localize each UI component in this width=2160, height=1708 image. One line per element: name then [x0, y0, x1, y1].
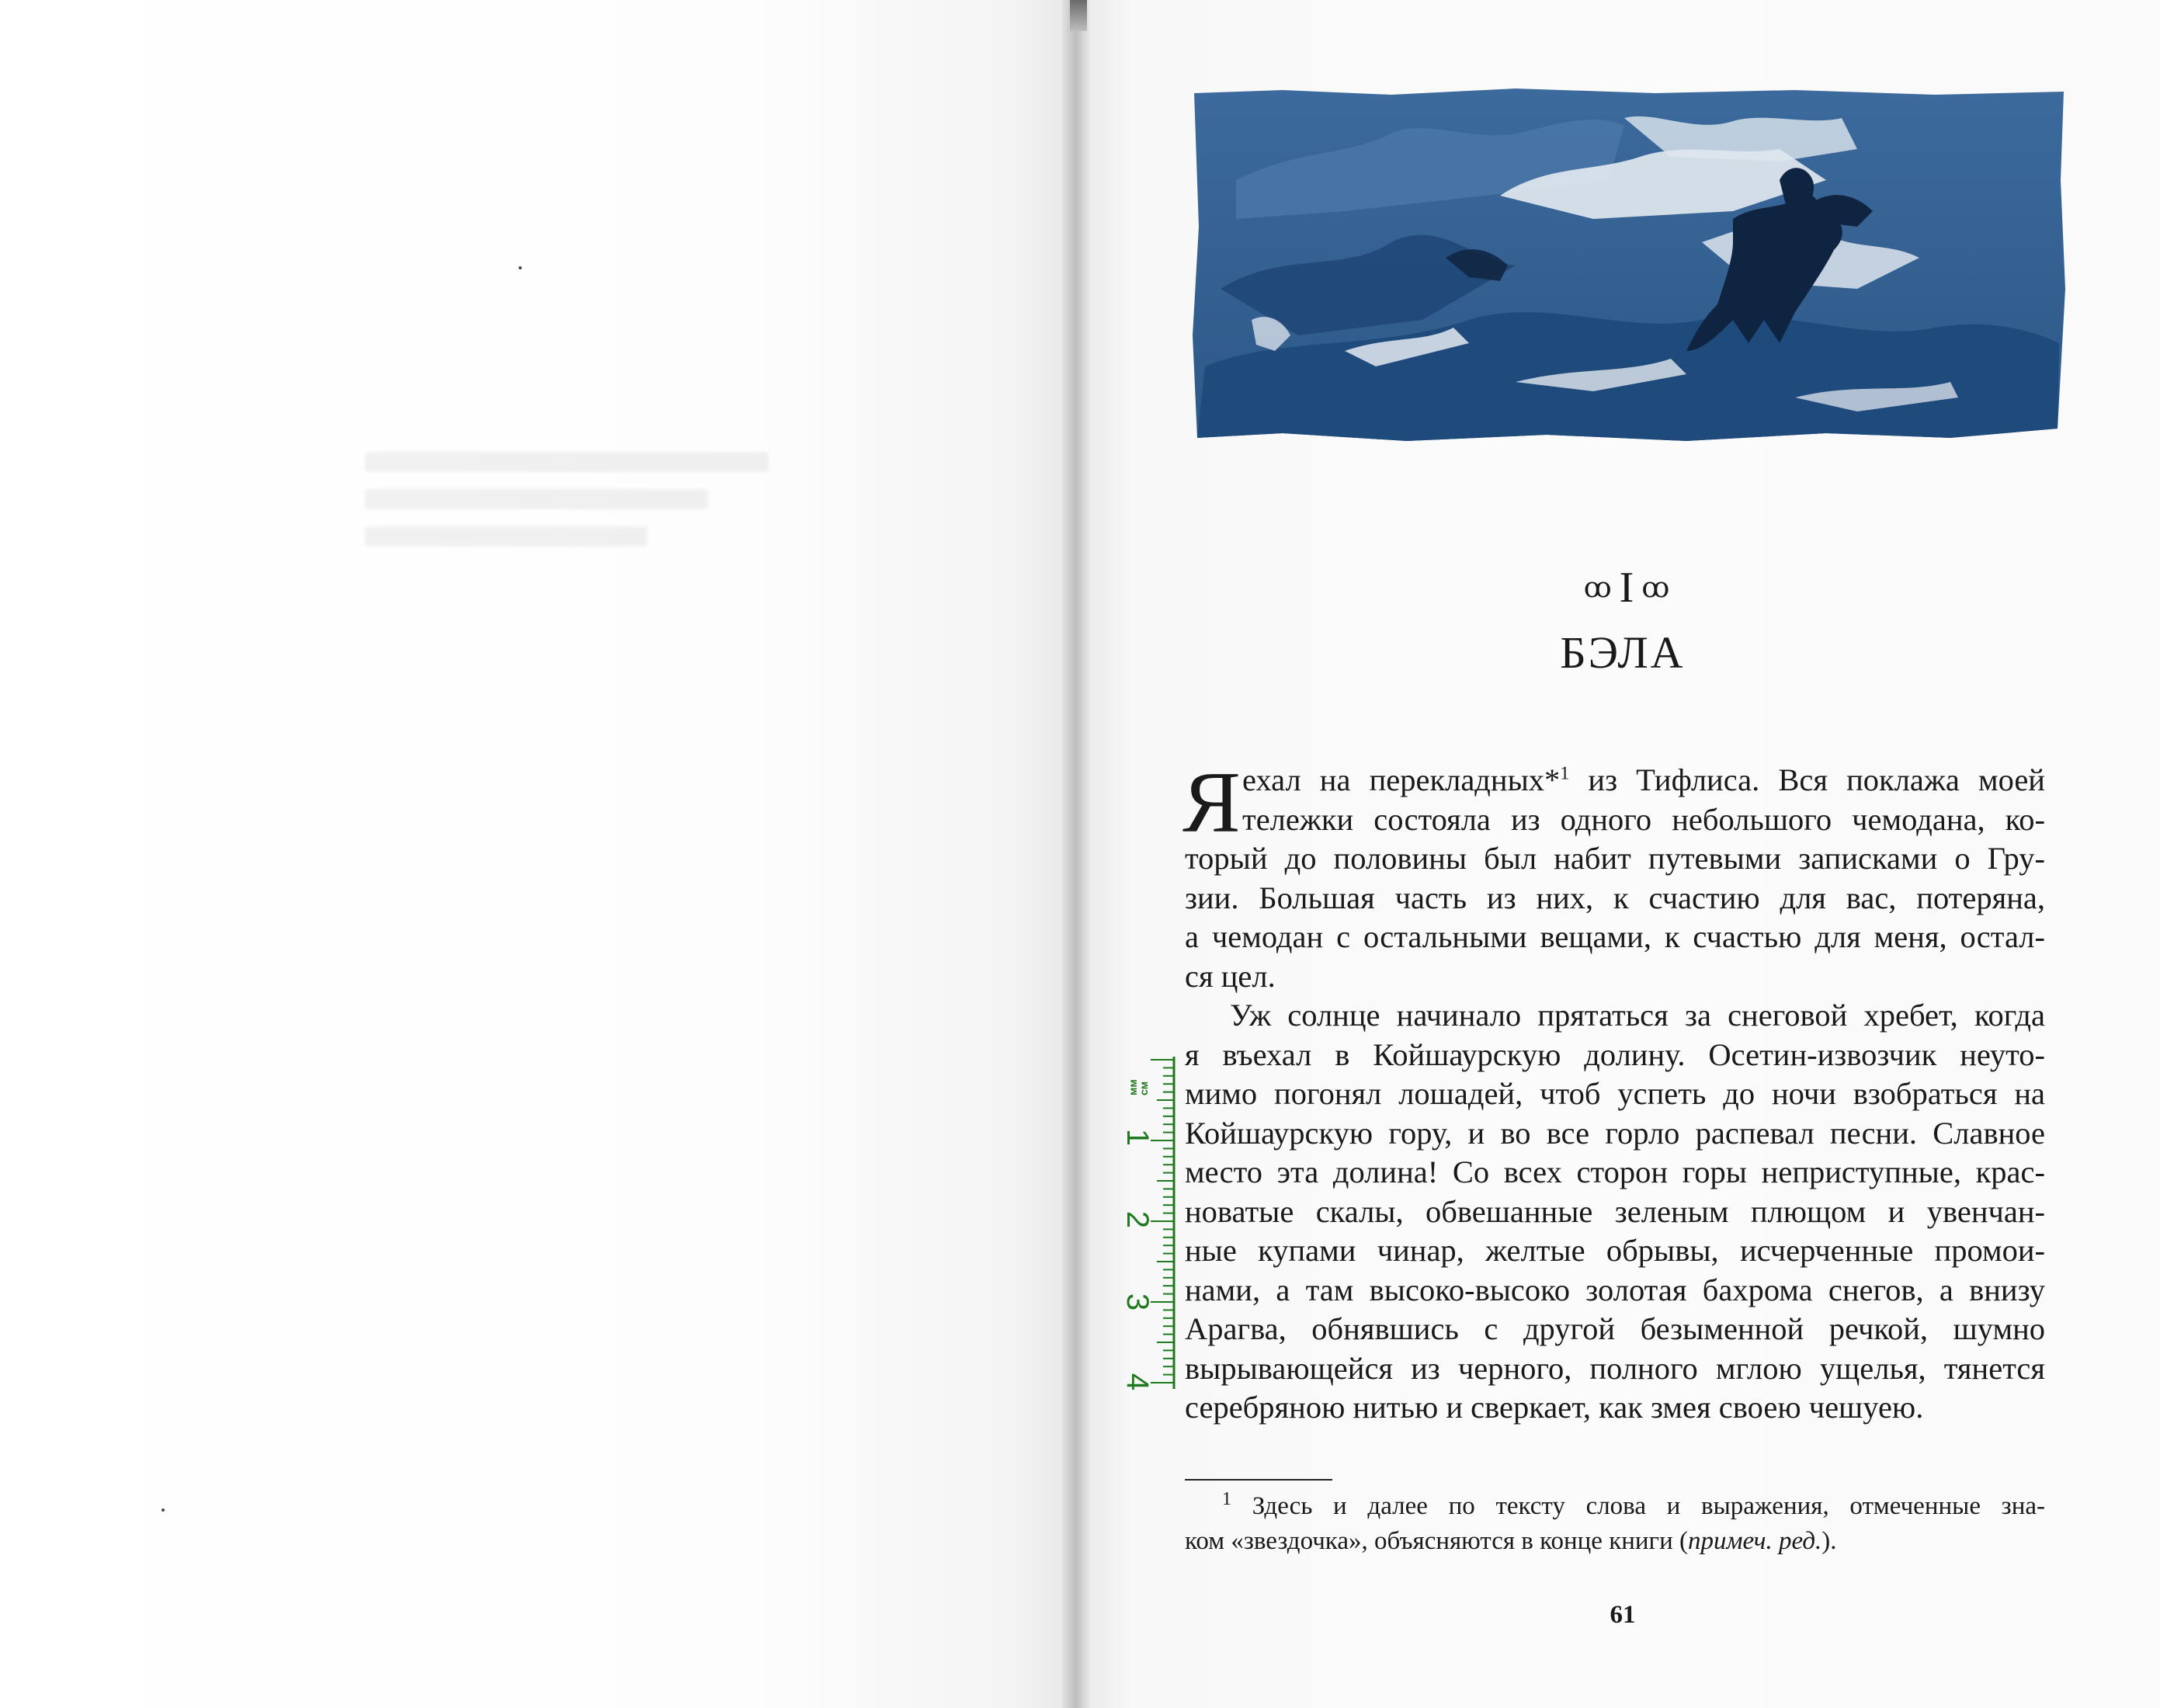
text-line: Койшаурскую гору, и во все горло распевал песни. Славное — [1185, 1115, 2045, 1151]
chapter-roman-numeral: I — [1619, 564, 1634, 612]
text-line: я въехал в Койшаурскую долину. Осетин-извозчик неуто- — [1185, 1036, 2045, 1072]
text-line: торый до половины был набит путевыми записками о Гру- — [1185, 841, 2045, 876]
book-gutter — [1062, 0, 1093, 1708]
text-line: а чемодан с остальными вещами, к счастью для меня, остал- — [1185, 919, 2045, 954]
left-page — [0, 0, 1075, 1708]
footnote-line: $^1$ Здесь и далее по тексту слова и выражения, отмеченные зна- — [1222, 1489, 2045, 1520]
chapter-illustration — [1189, 87, 2068, 444]
mountain-rider-illustration — [1189, 87, 2068, 444]
bleed-through-text — [365, 435, 769, 606]
text-line: ехал на перекладных*$^1$ из Тифлиса. Вся поклажа моей — [1242, 762, 2045, 797]
ruler-mark: 3 — [1120, 1293, 1155, 1311]
text-line: тележки состояла из одного небольшого чемодана, ко- — [1242, 801, 2045, 837]
chapter-title: БЭЛА — [1560, 627, 1686, 678]
text-line: вырывающейся из черного, полного мглою ущелья, тянется — [1185, 1350, 2045, 1386]
text-line: ся цел. — [1185, 958, 1276, 994]
body-text — [1185, 761, 2045, 1428]
ornament-icon-left: ꝏ — [1583, 572, 1612, 603]
text-line: место эта долина! Со всех сторон горы неприступные, крас- — [1185, 1154, 2045, 1189]
ruler-label: мм см — [1127, 1079, 1150, 1095]
text-line: Арагва, обнявшись с другой безыменной речкой, шумно — [1185, 1311, 2045, 1346]
text-line: зии. Большая часть из них, к счастию для вас, потеряна, — [1185, 880, 2045, 915]
page-number: 61 — [1610, 1601, 1636, 1629]
text-line: мимо погонял лошадей, чтоб успеть до ночи взобраться на — [1185, 1076, 2045, 1111]
paper-speck — [161, 1508, 165, 1512]
text-line: серебряною нитью и сверкает, как змея своею чешуею. — [1185, 1390, 1924, 1425]
footnote-rule — [1185, 1479, 1332, 1481]
ornament-icon-right: ꝏ — [1641, 572, 1670, 603]
drop-cap: Я — [1182, 755, 1241, 851]
chapter-number — [1537, 561, 1716, 615]
text-line: новатые скалы, обвешанные зеленым плющом и увенчан- — [1185, 1193, 2045, 1229]
paper-speck — [519, 266, 522, 269]
ruler-mark: 1 — [1120, 1128, 1155, 1147]
ruler-mark: 4 — [1120, 1373, 1155, 1391]
footnote-line: ком «звездочка», объясняются в конце книги (примеч. ред.). — [1185, 1527, 1837, 1555]
text-line: нами, а там высоко-высоко золотая бахрома снегов, а внизу — [1185, 1272, 2045, 1307]
gutter-shadow — [1070, 0, 1087, 31]
footnote — [1185, 1489, 2045, 1559]
footnote-marker: 1 — [1222, 1489, 1231, 1509]
text-line: ные купами чинар, желтые обрывы, исчерченные промои- — [1185, 1233, 2045, 1268]
text-line: Уж солнце начинало прятаться за снеговой хребет, когда — [1230, 998, 2045, 1033]
ruler-mark: 2 — [1120, 1210, 1155, 1229]
